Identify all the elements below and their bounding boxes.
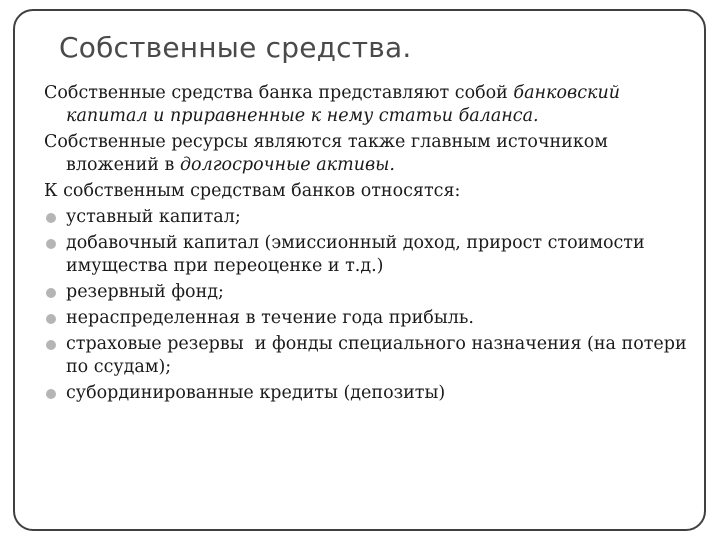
list-item [44, 333, 694, 379]
list-item-text: добавочный капитал (эмиссионный доход, прирост стоимости имущества при переоценке и т.д.) [66, 233, 645, 276]
paragraph-emphasis: долгосрочные активы. [179, 155, 395, 175]
list-item [44, 206, 694, 229]
bullet-icon [45, 287, 57, 299]
list-item [44, 232, 694, 278]
list-item-text: нераспределенная в течение года прибыль. [66, 308, 474, 328]
paragraph-own-resources [44, 131, 694, 177]
bullet-icon [45, 339, 57, 351]
bullet-icon [45, 238, 57, 250]
list-item [44, 382, 694, 405]
bullet-icon [45, 388, 57, 400]
list-item-text: резервный фонд; [66, 282, 224, 302]
list-item [44, 307, 694, 330]
list-item-text: субординированные кредиты (депозиты) [66, 383, 446, 403]
paragraph-text: Собственные средства банка представляют собой [44, 83, 514, 103]
list-item [44, 281, 694, 304]
paragraph-emphasis: банковский капитал и приравненные к нему статьи баланса. [66, 83, 621, 126]
slide-title: Собственные средства. [59, 31, 412, 64]
paragraph-bank-own-funds [44, 82, 694, 128]
list-item-text: страховые резервы и фонды специального назначения (на потери по ссудам); [66, 334, 693, 377]
slide-body [44, 82, 694, 408]
list-item-text: уставный капитал; [66, 207, 241, 227]
paragraph-text: К собственным средствам банков относятся: [44, 181, 461, 201]
bullet-icon [45, 313, 57, 325]
bullet-icon [45, 212, 57, 224]
paragraph-text: Собственные ресурсы являются также главным источником вложений в [44, 132, 608, 175]
paragraph-list-intro [44, 180, 694, 203]
